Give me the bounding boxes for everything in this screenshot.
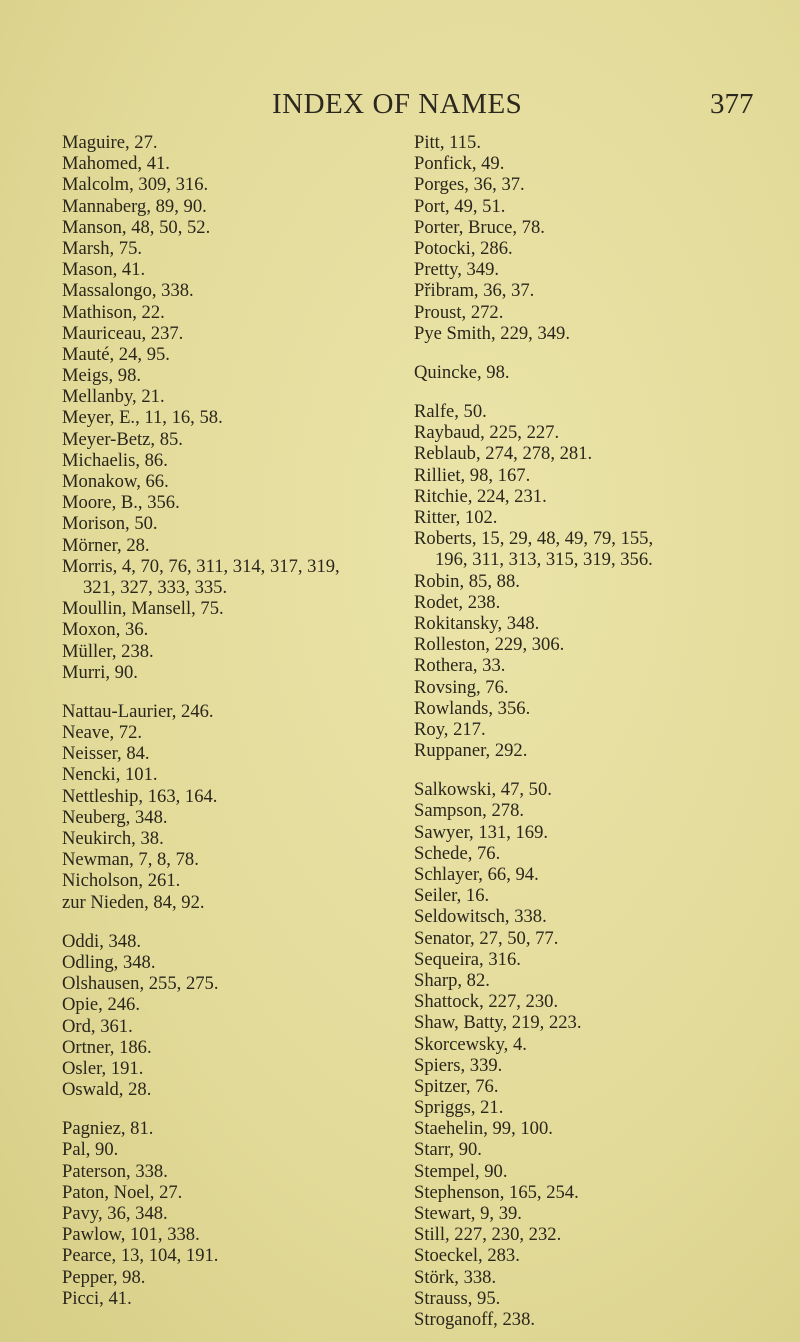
index-entry: Oswald, 28. — [62, 1079, 152, 1101]
index-entry: Rilliet, 98, 167. — [414, 464, 531, 486]
index-entry: Robin, 85, 88. — [414, 570, 520, 592]
index-entry: Ortner, 186. — [62, 1036, 152, 1058]
index-entry: Picci, 41. — [62, 1287, 132, 1309]
index-entry: Nattau-Laurier, 246. — [62, 700, 214, 722]
index-entry: Stempel, 90. — [414, 1160, 508, 1182]
index-entry: Rowlands, 356. — [414, 697, 531, 719]
index-entry: Maguire, 27. — [62, 132, 158, 153]
index-entry: Oddi, 348. — [62, 930, 142, 952]
index-entry: Malcolm, 309, 316. — [62, 174, 209, 196]
index-entry: Mauté, 24, 95. — [62, 343, 170, 365]
index-entry: Ord, 361. — [62, 1015, 133, 1037]
index-entry: Přibram, 36, 37. — [414, 280, 535, 302]
index-entry: Strauss, 95. — [414, 1287, 501, 1309]
letter-group-gap — [414, 761, 774, 779]
index-entry: Pearce, 13, 104, 191. — [62, 1245, 219, 1267]
index-entry: Spitzer, 76. — [414, 1075, 499, 1097]
index-entry: Rolleston, 229, 306. — [414, 634, 565, 656]
index-entry: Pavy, 36, 348. — [62, 1203, 168, 1224]
index-entry: Pawlow, 101, 338. — [62, 1224, 200, 1246]
index-entry: Monakow, 66. — [62, 471, 169, 492]
index-entry: Mahomed, 41. — [62, 153, 170, 175]
index-entry: Marsh, 75. — [62, 237, 143, 259]
index-entry: Newman, 7, 8, 78. — [62, 849, 199, 871]
index-entry: Michaelis, 86. — [62, 449, 168, 471]
letter-group-gap — [414, 383, 774, 401]
index-entry: Opie, 246. — [62, 994, 140, 1016]
page-header — [0, 88, 800, 128]
letter-group-gap — [62, 913, 382, 931]
index-entry: Stephenson, 165, 254. — [414, 1181, 579, 1203]
index-entry: Staehelin, 99, 100. — [414, 1118, 553, 1140]
index-entry: Paterson, 338. — [62, 1160, 168, 1182]
index-entry: Mason, 41. — [62, 259, 146, 281]
index-entry: Ponfick, 49. — [414, 153, 505, 175]
index-entry: Ruppaner, 292. — [414, 740, 528, 762]
letter-group-gap — [414, 344, 774, 362]
index-entry: Moxon, 36. — [62, 619, 149, 641]
index-entry: Reblaub, 274, 278, 281. — [414, 443, 593, 465]
index-entry: Ritchie, 224, 231. — [414, 485, 547, 507]
index-entry: Stewart, 9, 39. — [414, 1203, 522, 1224]
index-entry: Roy, 217. — [414, 718, 486, 740]
index-entry: Schlayer, 66, 94. — [414, 864, 539, 885]
page-title: INDEX OF NAMES — [272, 88, 523, 120]
index-entry: Meyer, E., 11, 16, 58. — [62, 407, 223, 429]
index-entry: Seldowitsch, 338. — [414, 906, 547, 928]
index-entry: Spriggs, 21. — [414, 1097, 504, 1119]
index-entry: Still, 227, 230, 232. — [414, 1224, 562, 1246]
index-entry: Porges, 36, 37. — [414, 174, 525, 196]
index-entry: Pye Smith, 229, 349. — [414, 322, 570, 344]
index-entry: Ralfe, 50. — [414, 401, 487, 423]
index-entry: Rothera, 33. — [414, 655, 506, 677]
index-entry: Starr, 90. — [414, 1139, 482, 1161]
index-entry: Odling, 348. — [62, 951, 156, 973]
index-entry: Seiler, 16. — [414, 885, 490, 907]
index-entry: Porter, Bruce, 78. — [414, 216, 545, 238]
index-entry: Neuberg, 348. — [62, 806, 168, 828]
page-number: 377 — [710, 88, 754, 120]
index-entry: Neukirch, 38. — [62, 828, 164, 849]
index-entry: Sharp, 82. — [414, 969, 490, 991]
index-entry: Mauriceau, 237. — [62, 322, 184, 344]
index-entry: Rokitansky, 348. — [414, 612, 540, 634]
index-entry: Olshausen, 255, 275. — [62, 973, 219, 995]
index-entry: Raybaud, 225, 227. — [414, 422, 560, 444]
index-entry: Müller, 238. — [62, 640, 154, 662]
index-entry: Mörner, 28. — [62, 534, 150, 556]
index-entry: Nettleship, 163, 164. — [62, 785, 218, 807]
index-entry: zur Nieden, 84, 92. — [62, 891, 205, 913]
index-entry-continuation: 321, 327, 333, 335. — [83, 576, 228, 598]
index-entry: Neave, 72. — [62, 722, 143, 744]
index-entry-continuation: 196, 311, 313, 315, 319, 356. — [435, 549, 653, 571]
index-entry: Quincke, 98. — [414, 361, 510, 383]
index-entry: Nicholson, 261. — [62, 870, 181, 892]
index-entry: Murri, 90. — [62, 661, 138, 683]
letter-group-gap — [62, 1100, 382, 1118]
index-entry: Manson, 48, 50, 52. — [62, 216, 211, 238]
index-entry: Rodet, 238. — [414, 591, 501, 613]
letter-group-gap — [62, 683, 382, 701]
index-entry: Potocki, 286. — [414, 237, 513, 259]
index-entry: Pepper, 98. — [62, 1266, 146, 1288]
index-entry: Pal, 90. — [62, 1139, 119, 1161]
index-entry: Ritter, 102. — [414, 507, 498, 528]
index-entry: Paton, Noel, 27. — [62, 1181, 183, 1203]
index-entry: Shattock, 227, 230. — [414, 991, 559, 1013]
index-column-right — [414, 132, 774, 1330]
index-entry: Osler, 191. — [62, 1057, 144, 1079]
index-entry: Stroganoff, 238. — [414, 1308, 536, 1330]
index-entry: Mathison, 22. — [62, 301, 165, 323]
index-entry: Salkowski, 47, 50. — [414, 779, 552, 801]
index-entry: Meyer-Betz, 85. — [62, 428, 183, 450]
index-entry: Sawyer, 131, 169. — [414, 821, 549, 843]
index-entry: Moore, B., 356. — [62, 492, 180, 514]
index-entry: Störk, 338. — [414, 1266, 497, 1288]
index-entry: Pretty, 349. — [414, 259, 500, 281]
index-entry: Rovsing, 76. — [414, 676, 509, 698]
index-entry: Sequeira, 316. — [414, 948, 521, 970]
index-entry: Mannaberg, 89, 90. — [62, 195, 207, 217]
index-entry: Morris, 4, 70, 76, 311, 314, 317, 319, — [62, 555, 340, 577]
index-entry: Meigs, 98. — [62, 365, 142, 387]
index-entry: Roberts, 15, 29, 48, 49, 79, 155, — [414, 528, 654, 550]
index-entry: Massalongo, 338. — [62, 280, 194, 302]
index-entry: Stoeckel, 283. — [414, 1245, 520, 1267]
index-entry: Moullin, Mansell, 75. — [62, 598, 224, 620]
index-entry: Proust, 272. — [414, 301, 504, 323]
index-column-left — [62, 132, 382, 1309]
index-entry: Shaw, Batty, 219, 223. — [414, 1012, 582, 1034]
index-entry: Neisser, 84. — [62, 743, 150, 765]
index-entry: Nencki, 101. — [62, 764, 158, 786]
index-entry: Schede, 76. — [414, 842, 501, 864]
index-entry: Pagniez, 81. — [62, 1118, 154, 1140]
index-entry: Skorcewsky, 4. — [414, 1033, 527, 1055]
index-entry: Senator, 27, 50, 77. — [414, 927, 559, 949]
index-entry: Port, 49, 51. — [414, 195, 506, 217]
index-entry: Spiers, 339. — [414, 1054, 503, 1076]
index-entry: Pitt, 115. — [414, 132, 481, 153]
index-entry: Morison, 50. — [62, 513, 158, 535]
index-entry: Mellanby, 21. — [62, 386, 165, 408]
index-entry: Sampson, 278. — [414, 800, 525, 822]
